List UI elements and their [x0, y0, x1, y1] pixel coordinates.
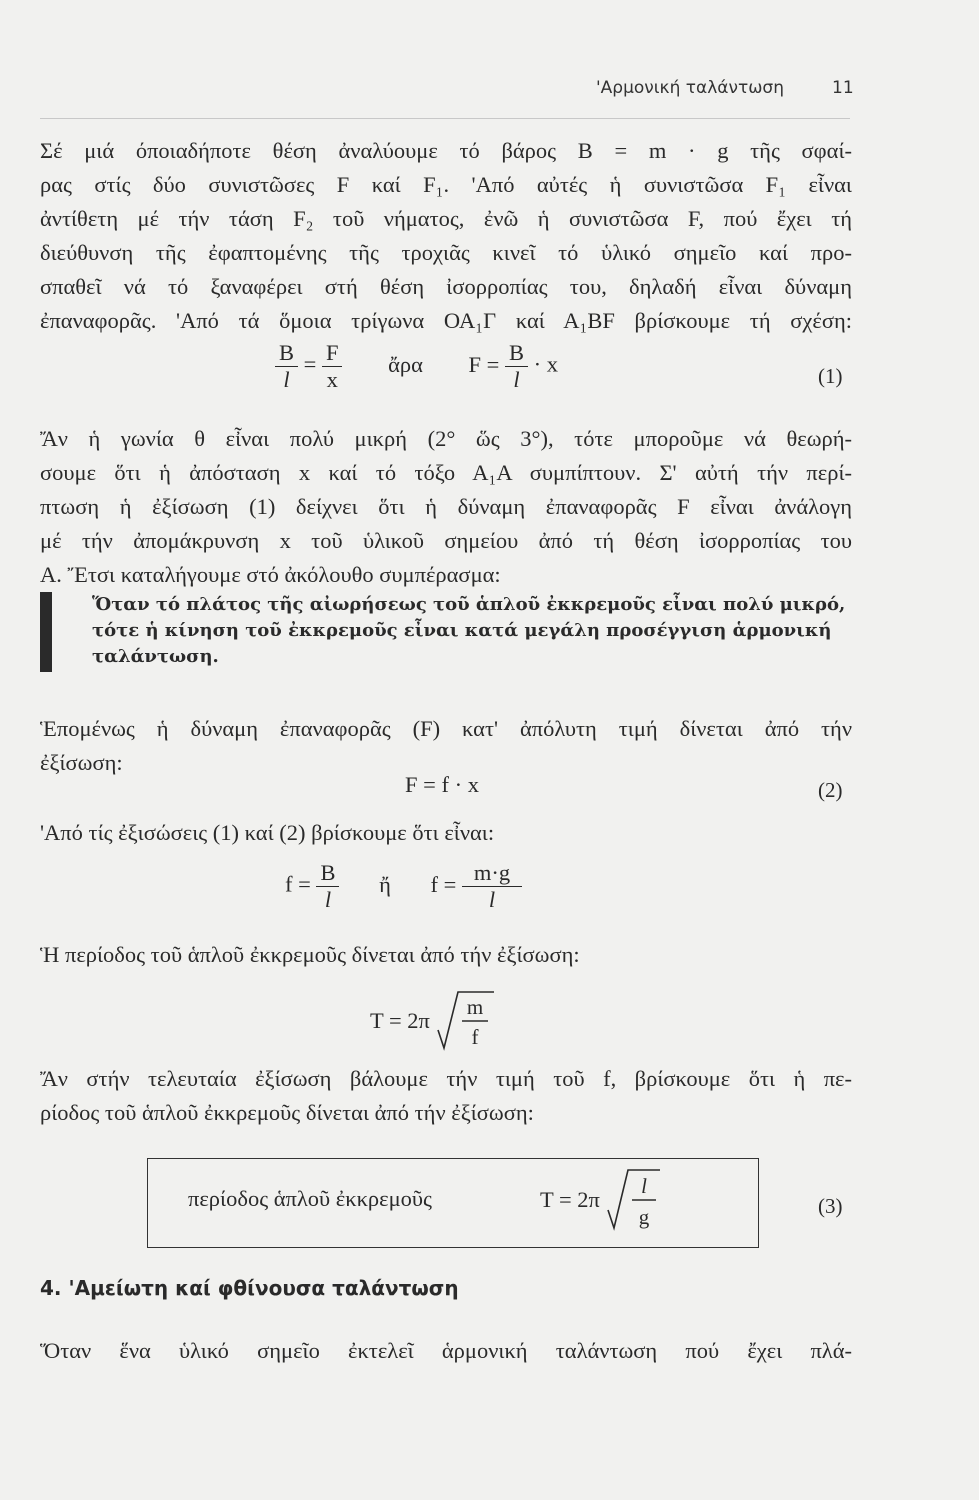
paragraph-5	[40, 938, 852, 972]
callout-line: τότε ἡ κίνηση τοῦ ἐκκρεμοῦς εἶναι κατά μεγάλη προσέγγιση ἁρμονική	[92, 620, 832, 641]
equation-f: f = $\frac{B}{l}$ ἤ f = $\frac{m\cdot g}{l}$	[285, 860, 522, 913]
callout-line: ταλάντωση.	[92, 646, 219, 667]
radical-sign	[606, 1168, 662, 1232]
equation-period-general: T = 2π m f	[370, 990, 496, 1052]
text-line: Ὅταν ἕνα ὑλικό σημεῖο ἐκτελεῖ ἁρμονική ταλάντωση πού ἔχει πλά-	[40, 1338, 852, 1363]
text-line: ἀντίθετη μέ τήν τάση F₂ τοῦ νήματος, ἐνῶ ἡ συνιστῶσα F, πού ἔχει τή	[40, 206, 852, 231]
conclusion-callout	[92, 592, 852, 670]
callout-bar	[40, 592, 52, 672]
text-line: ἐπαναφορᾶς. 'Από τά ὅμοια τρίγωνα ΟΑ₁Γ καί Α₁ΒF βρίσκουμε τή σχέση:	[40, 308, 852, 333]
text-line: μέ τήν ἀπομάκρυνση x τοῦ ὑλικοῦ σημείου ἀπό τή θέση ἰσορροπίας του	[40, 528, 852, 553]
text-line: σουμε ὅτι ἡ ἀπόσταση x καί τό τόξο Α₁Α συμπίπτουν. Σ' αὐτή τήν περί-	[40, 460, 852, 485]
equation-3: T = 2π l g	[540, 1168, 662, 1232]
square-root	[436, 990, 496, 1052]
text-line: σπαθεῖ νά τό ξαναφέρει στή θέση ἰσορροπίας του, δηλαδή εἶναι δύναμη	[40, 274, 852, 299]
text-line: Σέ μιά όποιαδήποτε θέση ἀναλύουμε τό βάρος B = m · g τῆς σφαί-	[40, 138, 852, 163]
header-rule	[40, 118, 850, 119]
page-number: 11	[832, 78, 854, 98]
section-heading: 4. 'Αμείωτη καί φθίνουσα ταλάντωση	[40, 1276, 459, 1300]
text-line: διεύθυνση τῆς ἐφαπτομένης τῆς τροχιᾶς κινεῖ τό ὑλικό σημεῖο καί προ-	[40, 240, 852, 265]
square-root	[606, 1168, 662, 1232]
callout-line: Ὅταν τό πλάτος τῆς αἰωρήσεως τοῦ ἁπλοῦ ἐκκρεμοῦς εἶναι πολύ μικρό,	[92, 594, 846, 615]
running-header: 'Αρμονική ταλάντωση	[596, 78, 784, 98]
paragraph-1	[40, 134, 852, 338]
paragraph-7	[40, 1334, 852, 1368]
text-line: 'Από τίς ἐξισώσεις (1) καί (2) βρίσκουμε ὅτι εἶναι:	[40, 820, 495, 845]
fraction-mg-over-l: $\frac{m\cdot g}{l}$	[462, 860, 522, 913]
fraction-b-over-l: $\frac{B}{l}$	[316, 860, 339, 913]
equation-number-1: (1)	[818, 364, 843, 388]
text-line: Ἡ περίοδος τοῦ ἁπλοῦ ἐκκρεμοῦς δίνεται ἀπό τήν ἐξίσωση:	[40, 942, 580, 967]
equation-1: $\frac{B}{l}$ = $\frac{F}{x}$ ἄρα F = $\frac{B}{l}$ · x	[275, 340, 558, 393]
text-line: ρίοδος τοῦ ἁπλοῦ ἐκκρεμοῦς δίνεται ἀπό τήν ἐξίσωση:	[40, 1100, 534, 1125]
text-line: πτωση ἡ ἐξίσωση (1) δείχνει ὅτι ἡ δύναμη ἐπαναφορᾶς F εἶναι ἀνάλογη	[40, 494, 852, 519]
text-line: Ἄν ἡ γωνία θ εἶναι πολύ μικρή (2° ὥς 3°), τότε μποροῦμε νά θεωρή-	[40, 426, 852, 451]
paragraph-6	[40, 1062, 852, 1130]
text-line: Ἄν στήν τελευταία ἐξίσωση βάλουμε τήν τιμή τοῦ f, βρίσκουμε ὅτι ἡ πε-	[40, 1066, 852, 1091]
paragraph-4	[40, 816, 852, 850]
text-line: ἐξίσωση:	[40, 750, 123, 775]
fraction-b-over-l: $\frac{B}{l}$	[505, 340, 528, 393]
equation-number-2: (2)	[818, 778, 843, 802]
text-line: ρας στίς δύο συνιστῶσες F καί F₁. 'Από αὐτές ἡ συνιστῶσα F₁ εἶναι	[40, 172, 852, 197]
radical-denominator: g	[638, 1205, 649, 1229]
radical-denominator: f	[471, 1025, 479, 1049]
radical-sign	[436, 990, 496, 1052]
text-line: Α. Ἔτσι καταλήγουμε στό ἀκόλουθο συμπέρασμα:	[40, 562, 501, 587]
text-line: Ἑπομένως ἡ δύναμη ἐπαναφορᾶς (F) κατ' ἀπόλυτη τιμή δίνεται ἀπό τήν	[40, 716, 852, 741]
equation-number-3: (3)	[818, 1194, 843, 1218]
fraction-f-over-x: $\frac{F}{x}$	[322, 340, 343, 393]
radical-numerator: l	[640, 1174, 647, 1198]
paragraph-2	[40, 422, 852, 592]
paragraph-3	[40, 712, 852, 780]
radical-numerator: m	[466, 995, 483, 1019]
equation-3-label: περίοδος ἁπλοῦ ἐκκρεμοῦς	[188, 1186, 432, 1211]
fraction-b-over-l: $\frac{B}{l}$	[275, 340, 298, 393]
equation-2: F = f · x	[405, 772, 479, 797]
